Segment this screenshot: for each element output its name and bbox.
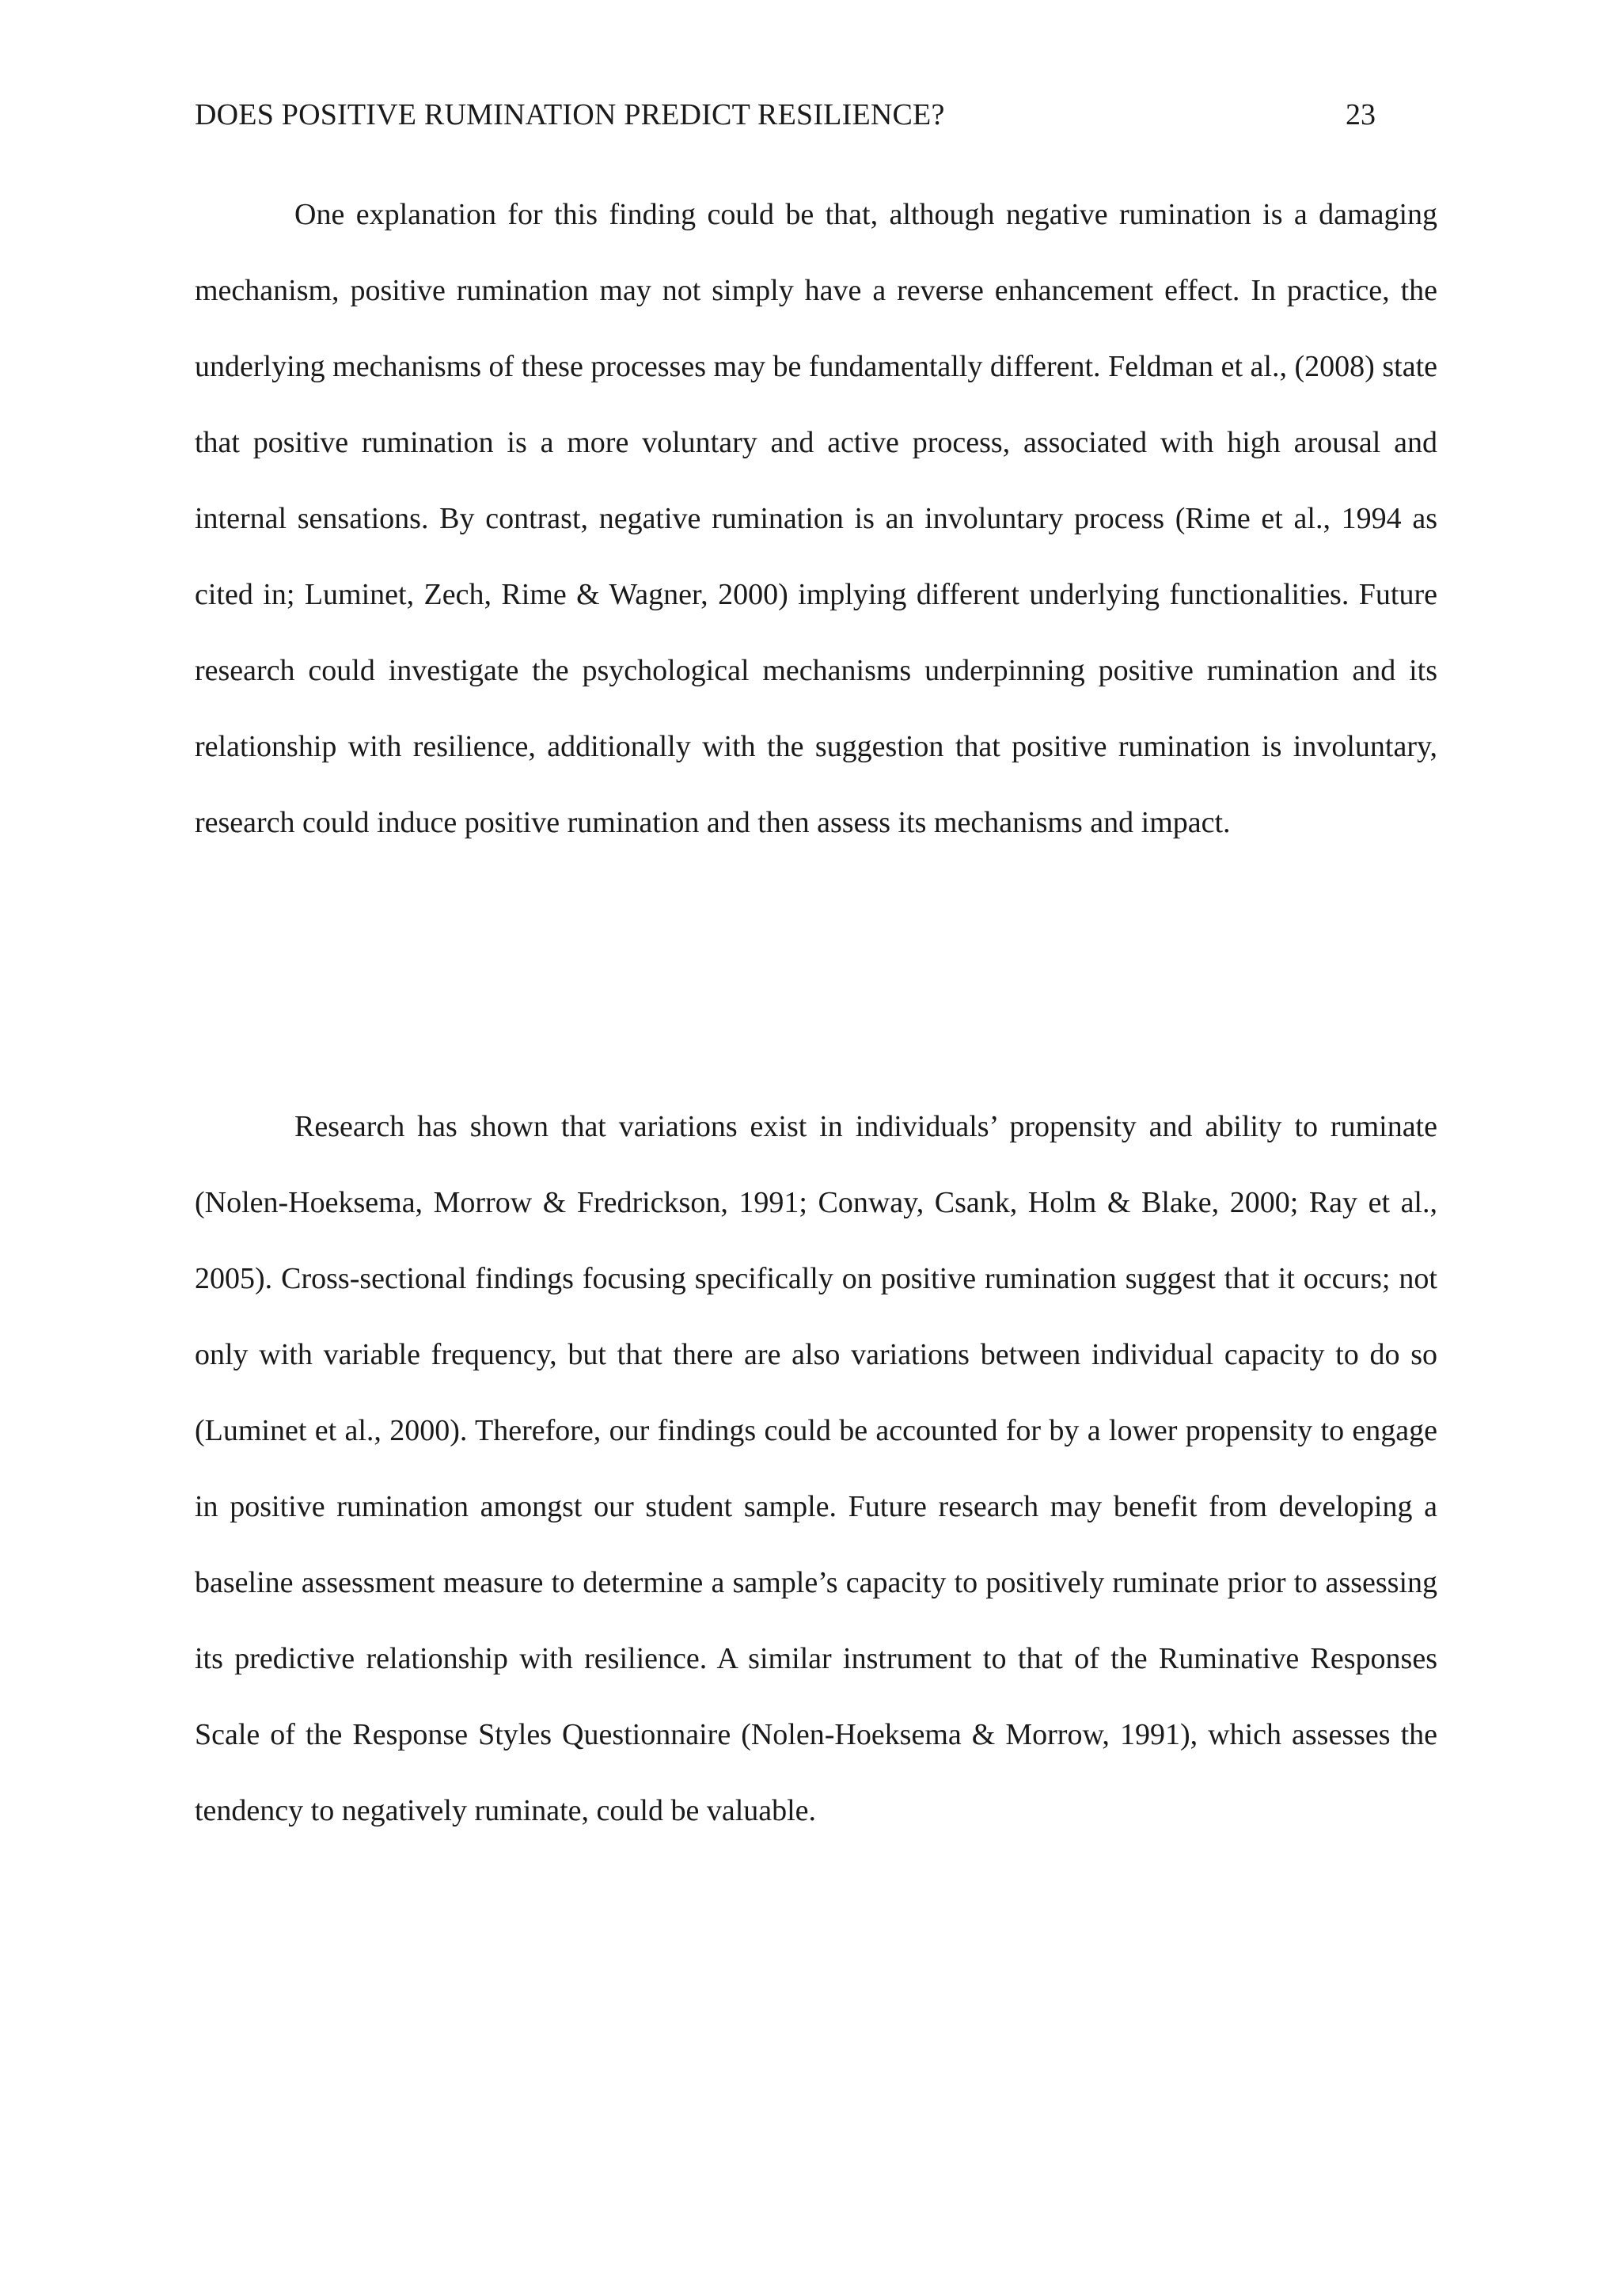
page-number: 23 bbox=[1346, 98, 1376, 131]
body-paragraph-block-1 bbox=[195, 177, 1437, 861]
running-head: DOES POSITIVE RUMINATION PREDICT RESILIENCE? bbox=[195, 98, 945, 131]
body-paragraph: Research has shown that variations exist in individuals’ propensity and ability to ruminate (Nolen-Hoeksema, Morrow & Fredrickson, 1991; Conway, Csank, Holm & Blake, 2000; Ray et al., 2005). Cross-sectional findings focusing specifically on positive rumination suggest that it occurs; not only with variable frequency, but that there are also variations between individual capacity to do so (Luminet et al., 2000). Therefore, our findings could be accounted for by a lower propensity to engage in positive rumination amongst our student sample. Future research may benefit from developing a baseline assessment measure to determine a sample’s capacity to positively ruminate prior to assessing its predictive relationship with resilience. A similar instrument to that of the Ruminative Responses Scale of the Response Styles Questionnaire (Nolen-Hoeksema & Morrow, 1991), which assesses the tendency to negatively ruminate, could be valuable. bbox=[195, 1110, 1437, 1827]
body-paragraph: One explanation for this finding could be that, although negative rumination is a damaging mechanism, positive rumination may not simply have a reverse enhancement effect. In practice, the underlying mechanisms of these processes may be fundamentally different. Feldman et al., (2008) state that positive rumination is a more voluntary and active process, associated with high arousal and internal sensations. By contrast, negative rumination is an involuntary process (Rime et al., 1994 as cited in; Luminet, Zech, Rime & Wagner, 2000) implying different underlying functionalities. Future research could investigate the psychological mechanisms underpinning positive rumination and its relationship with resilience, additionally with the suggestion that positive rumination is involuntary, research could induce positive rumination and then assess its mechanisms and impact. bbox=[195, 198, 1437, 839]
body-paragraph-block-2 bbox=[195, 1089, 1437, 1849]
